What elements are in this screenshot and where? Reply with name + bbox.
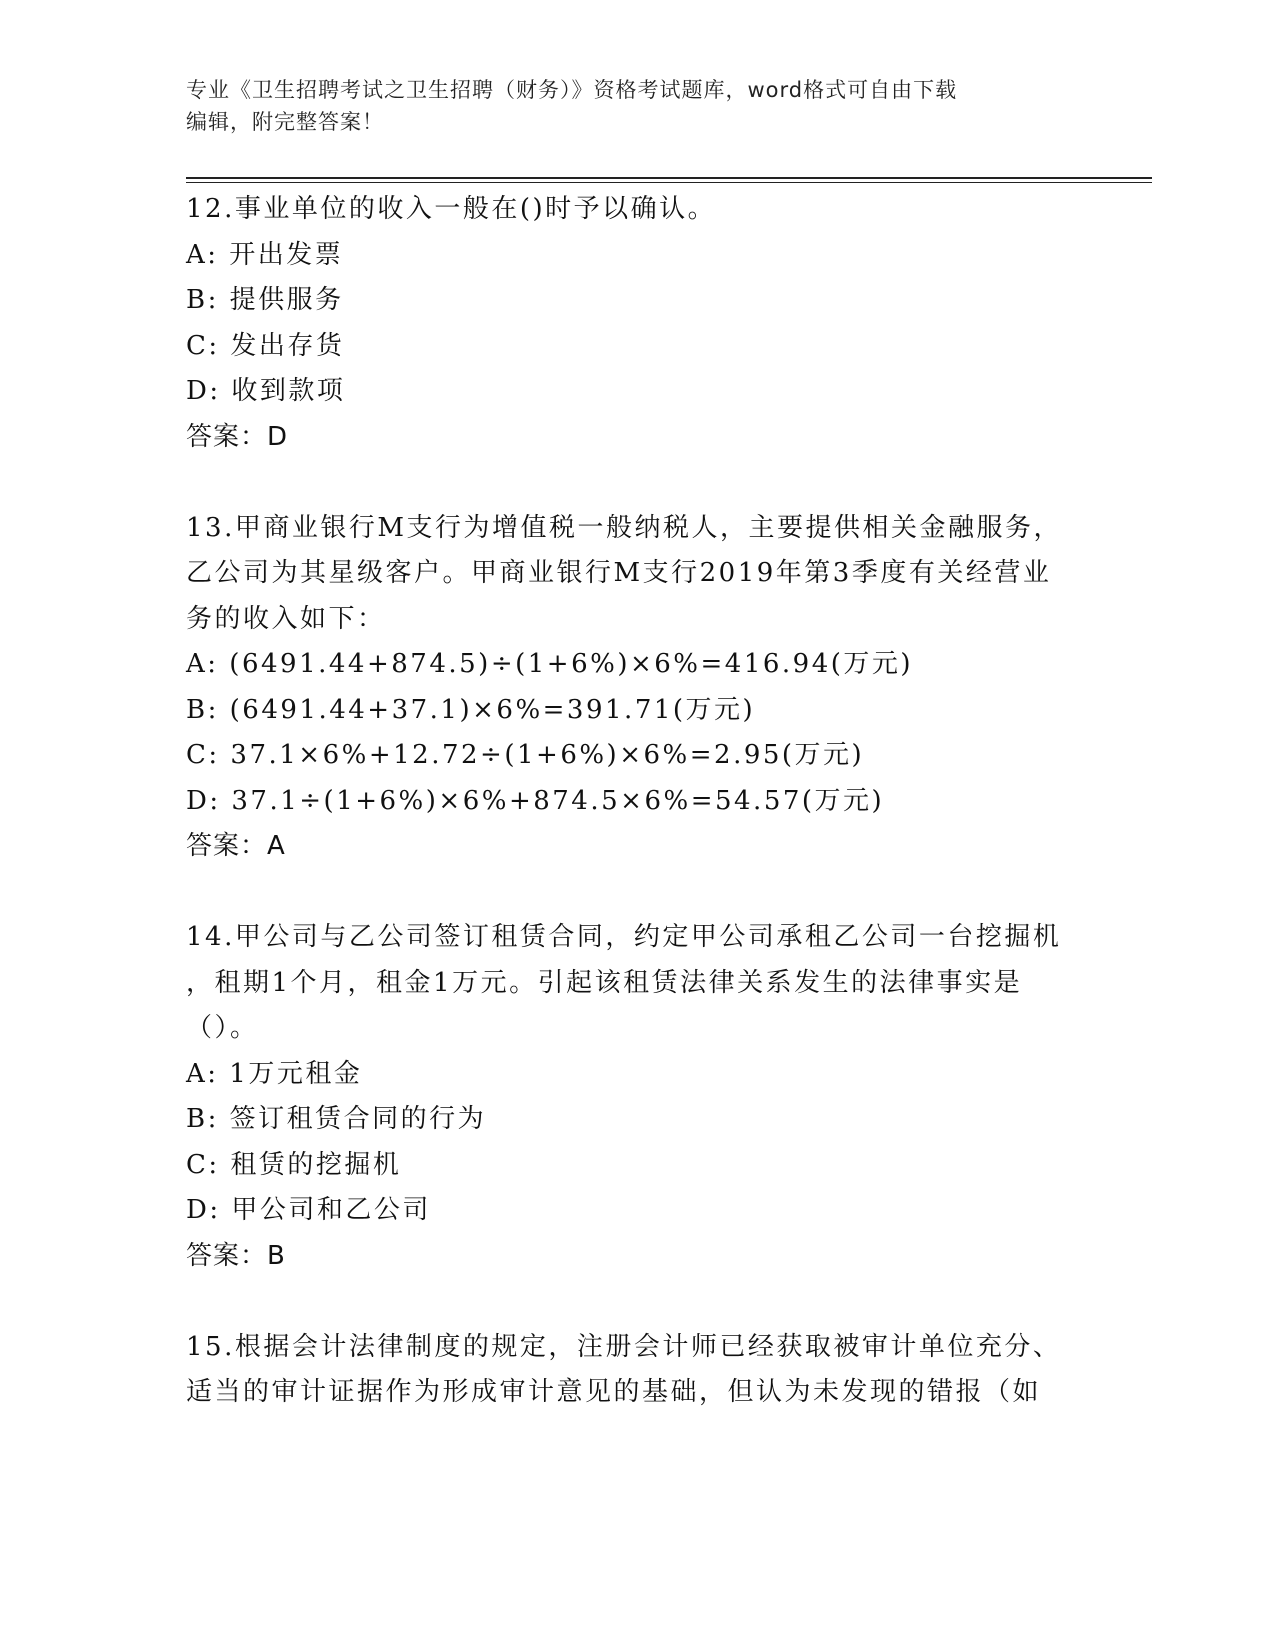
answer-line: 答案：B — [186, 1240, 286, 1271]
question-stem: 12.事业单位的收入一般在()时予以确认。 — [186, 194, 717, 224]
question-stem: 乙公司为其星级客户。甲商业银行M支行2019年第3季度有关经营业 — [186, 558, 1052, 588]
document-header — [186, 74, 1066, 138]
question-13 — [186, 506, 1086, 870]
question-stem: 15.根据会计法律制度的规定，注册会计师已经获取被审计单位充分、 — [186, 1331, 1062, 1362]
question-12 — [186, 187, 1086, 460]
answer-line: 答案：A — [186, 831, 286, 861]
question-stem: 14.甲公司与乙公司签订租赁合同，约定甲公司承租乙公司一台挖掘机 — [186, 922, 1062, 952]
option-b: B: 提供服务 — [186, 285, 344, 315]
option-d: D: 37.1÷(1+6%)×6%+874.5×6%=54.57(万元) — [186, 785, 885, 816]
question-stem: 务的收入如下： — [186, 603, 386, 634]
option-b: B: (6491.44+37.1)×6%=391.71(万元) — [186, 694, 756, 725]
option-c: C: 租赁的挖掘机 — [186, 1149, 402, 1180]
spacer — [186, 460, 1086, 506]
option-d: D: 甲公司和乙公司 — [186, 1195, 431, 1225]
header-line-1: 专业《卫生招聘考试之卫生招聘（财务）》资格考试题库，word格式可自由下载 — [186, 78, 958, 102]
header-divider-thick — [186, 177, 1152, 179]
header-divider-thin — [186, 182, 1152, 183]
question-stem: （）。 — [186, 1013, 259, 1043]
question-15 — [186, 1325, 1086, 1416]
option-a: A: 开出发票 — [186, 239, 344, 270]
option-c: C: 37.1×6%+12.72÷(1+6%)×6%=2.95(万元) — [186, 740, 865, 770]
question-stem: 13.甲商业银行M支行为增值税一般纳税人，主要提供相关金融服务， — [186, 512, 1062, 543]
answer-line: 答案：D — [186, 421, 289, 452]
header-line-2: 编辑，附完整答案！ — [186, 110, 384, 134]
option-a: A: (6491.44+874.5)÷(1+6%)×6%=416.94(万元) — [186, 649, 914, 679]
question-stem: ，租期1个月，租金1万元。引起该租赁法律关系发生的法律事实是 — [186, 967, 1023, 998]
option-a: A: 1万元租金 — [186, 1058, 363, 1089]
spacer — [186, 1279, 1086, 1325]
spacer — [186, 870, 1086, 916]
question-14 — [186, 915, 1086, 1279]
question-stem: 适当的审计证据作为形成审计意见的基础，但认为未发现的错报（如 — [186, 1377, 1042, 1407]
option-c: C: 发出存货 — [186, 330, 345, 361]
option-d: D: 收到款项 — [186, 376, 346, 406]
question-list — [186, 187, 1086, 1416]
option-b: B: 签订租赁合同的行为 — [186, 1104, 487, 1134]
